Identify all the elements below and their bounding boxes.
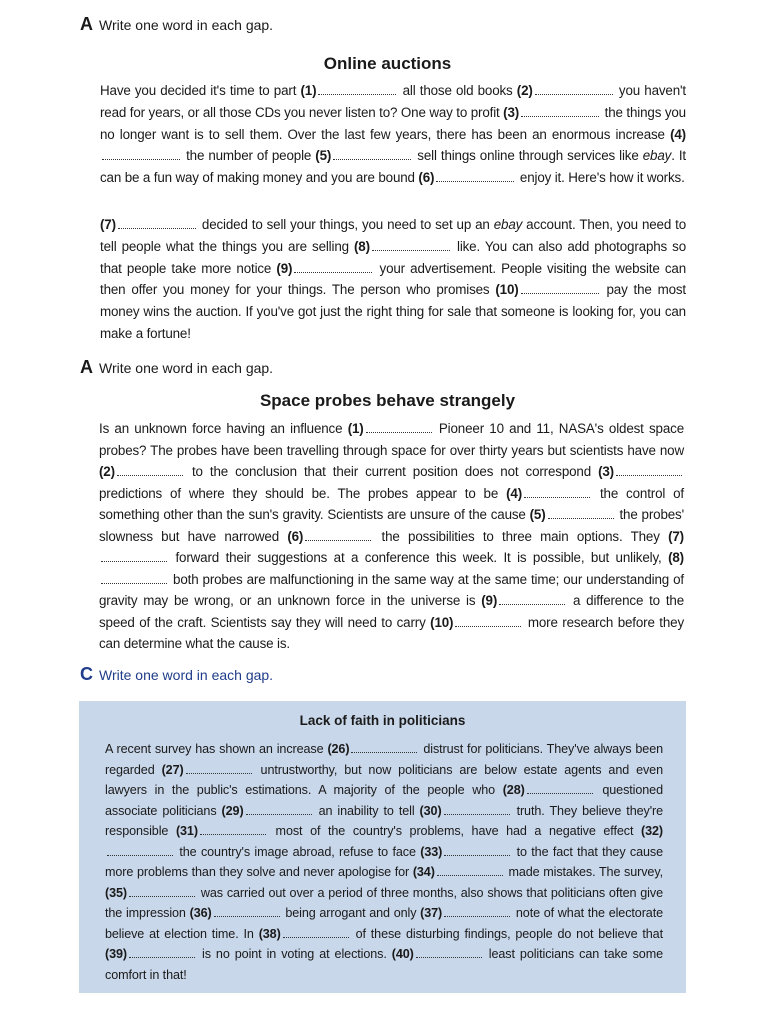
gap-number: (6) xyxy=(287,528,304,544)
answer-gap-2[interactable] xyxy=(535,81,613,95)
answer-gap-8[interactable] xyxy=(101,570,167,584)
text-run: pay the most money wins the auction. If you've got just the right thing for sale that someone is looking for, you can make a fortune! xyxy=(100,282,686,341)
gap-number: (2) xyxy=(99,464,115,479)
gap-number: (9) xyxy=(276,260,293,276)
gap-number: (4) xyxy=(670,126,686,142)
text-run: note of what the electorate believe at election time. In xyxy=(105,906,663,941)
answer-gap-34[interactable] xyxy=(437,862,503,876)
answer-gap-32[interactable] xyxy=(107,842,173,856)
answer-gap-40[interactable] xyxy=(416,944,482,958)
gap-number: (33) xyxy=(420,844,443,859)
gap-number: (1) xyxy=(347,421,364,436)
gap-number: (26) xyxy=(327,742,350,756)
answer-gap-1[interactable] xyxy=(318,81,396,95)
text-run: decided to sell your things, you need to set up an xyxy=(197,217,494,232)
gap-number: (1) xyxy=(300,83,317,98)
gap-number: (5) xyxy=(315,148,332,164)
gap-number: (3) xyxy=(503,104,520,120)
text-run: was carried out over a period of three months, also shows that politicians often give the impression xyxy=(105,885,663,920)
answer-gap-9[interactable] xyxy=(294,259,372,273)
text-run: you haven't read for years, or all those CDs you never listen to? One way to profit xyxy=(100,83,686,120)
gap-number: (7) xyxy=(668,528,684,544)
text-run: the control of something other than the sun's gravity. Scientists are unsure of the cause xyxy=(99,485,684,522)
gap-number: (38) xyxy=(258,926,281,941)
gap-number: (8) xyxy=(354,238,370,254)
text-run: forward their suggestions at a conference this week. It is possible, but unlikely, xyxy=(169,550,669,565)
answer-gap-5[interactable] xyxy=(548,505,614,519)
gap-number: (30) xyxy=(419,803,442,818)
answer-gap-2[interactable] xyxy=(117,462,183,476)
text-run: questioned associate politicians xyxy=(105,783,663,818)
section-instruction: Write one word in each gap. xyxy=(99,17,274,33)
gap-number: (10) xyxy=(495,282,519,298)
text-run: made mistakes. The survey, xyxy=(504,865,663,879)
gap-number: (40) xyxy=(391,947,414,961)
answer-gap-5[interactable] xyxy=(333,146,411,160)
text-run: untrustworthy, but now politicians are below estate agents and even lawyers in the public's estimations. A majority of the people who xyxy=(105,762,663,797)
gap-number: (6) xyxy=(418,170,435,186)
text-run: a difference to the speed of the craft. Scientists say they will need to carry xyxy=(99,593,684,630)
gap-number: (10) xyxy=(430,614,454,630)
text-run: A recent survey has shown an increase xyxy=(105,742,328,756)
section-letter: C xyxy=(80,664,93,684)
text-run: an inability to tell xyxy=(313,803,420,818)
text-run: both probes are malfunctioning in the same way at the same time; our understanding of gravity may be wrong, or an unknown force in the universe is xyxy=(99,571,684,608)
text-run: Have you decided it's time to part xyxy=(100,83,301,98)
answer-gap-9[interactable] xyxy=(499,591,565,605)
gap-number: (36) xyxy=(189,906,212,920)
answer-gap-28[interactable] xyxy=(527,780,593,794)
gap-number: (39) xyxy=(105,947,127,961)
section-instruction: Write one word in each gap. xyxy=(99,360,274,376)
text-run: is no point in voting at elections. xyxy=(197,947,392,961)
answer-gap-3[interactable] xyxy=(521,103,599,117)
text-run: . It can be a fun way of making money and you are bound xyxy=(100,148,686,186)
answer-gap-27[interactable] xyxy=(186,760,252,774)
answer-gap-33[interactable] xyxy=(444,842,510,856)
gap-number: (32) xyxy=(640,824,663,838)
text-run: most of the country's problems, have had a negative effect xyxy=(267,824,641,838)
gap-number: (5) xyxy=(529,507,546,522)
gap-number: (35) xyxy=(105,885,127,900)
text-run: to the conclusion that their current position does not correspond xyxy=(184,464,599,479)
gap-number: (34) xyxy=(412,865,435,879)
gap-number: (7) xyxy=(100,217,116,232)
text-run: the number of people xyxy=(182,148,316,164)
text-run: more research before they can determine what the cause is. xyxy=(99,614,684,651)
text-run: the possibilities to three main options. They xyxy=(373,528,669,544)
text-run: sell things online through services like xyxy=(413,148,643,164)
text-run: account. Then, you need to tell people what the things you are selling xyxy=(100,217,686,254)
text-run: to the fact that they cause more problems than they solve and never apologise for xyxy=(105,844,664,879)
text-run: of these disturbing findings, people do not believe that xyxy=(350,926,663,941)
gap-number: (37) xyxy=(420,906,443,920)
section-c-header xyxy=(80,664,273,685)
gap-number: (8) xyxy=(668,550,684,565)
answer-gap-38[interactable] xyxy=(283,924,349,938)
answer-gap-31[interactable] xyxy=(200,821,266,835)
answer-gap-7[interactable] xyxy=(118,215,196,229)
gap-number: (9) xyxy=(481,593,498,608)
politicians-text-box xyxy=(79,701,686,993)
answer-gap-3[interactable] xyxy=(616,462,682,476)
text-run: Pioneer 10 and 11, NASA's oldest space probes? The probes have been travelling through space for over thirty years but scientists have now xyxy=(99,421,684,458)
article-title-online-auctions: Online auctions xyxy=(323,54,452,73)
answer-gap-36[interactable] xyxy=(214,903,280,917)
text-run: being arrogant and only xyxy=(281,906,421,920)
text-run: all those old books xyxy=(398,83,517,98)
section-a2-header xyxy=(80,357,273,378)
text-run: enjoy it. Here's how it works. xyxy=(516,170,685,186)
space-probes-paragraph xyxy=(99,418,684,655)
answer-gap-10[interactable] xyxy=(455,613,521,627)
answer-gap-10[interactable] xyxy=(521,280,599,294)
answer-gap-30[interactable] xyxy=(444,801,510,815)
text-run: least politicians can take some comfort in that! xyxy=(105,947,663,982)
gap-number: (2) xyxy=(516,83,533,98)
gap-number: (29) xyxy=(221,803,244,818)
online-auctions-paragraph-1 xyxy=(100,80,686,189)
section-letter: A xyxy=(80,14,93,34)
section-a1-header xyxy=(80,14,273,35)
gap-number: (3) xyxy=(598,464,614,479)
ebay-term: ebay xyxy=(493,217,523,232)
answer-gap-35[interactable] xyxy=(129,883,195,897)
answer-gap-39[interactable] xyxy=(129,944,195,958)
answer-gap-1[interactable] xyxy=(366,419,432,433)
text-run: Is an unknown force having an influence xyxy=(99,421,348,436)
text-run: truth. They believe they're responsible xyxy=(105,803,663,838)
answer-gap-6[interactable] xyxy=(305,527,371,541)
answer-gap-26[interactable] xyxy=(351,739,417,753)
gap-number: (28) xyxy=(502,783,525,797)
text-run: your advertisement. People visiting the website can then offer you money for your things. The person who promises xyxy=(100,260,686,298)
text-run: the things you no longer want is to sell them. Over the last few years, there has been an enormous increase xyxy=(100,104,686,142)
answer-gap-4[interactable] xyxy=(524,484,590,498)
text-run: the country's image abroad, refuse to face xyxy=(175,844,421,859)
text-run: distrust for politicians. They've always been regarded xyxy=(105,742,664,777)
answer-gap-37[interactable] xyxy=(444,903,510,917)
article-title-politicians: Lack of faith in politicians xyxy=(299,713,466,728)
article-title-space-probes: Space probes behave strangely xyxy=(259,391,516,410)
section-letter: A xyxy=(80,357,93,377)
gap-number: (4) xyxy=(506,485,523,501)
answer-gap-4[interactable] xyxy=(102,146,180,160)
text-run: the probes' slowness but have narrowed xyxy=(99,507,684,544)
section-instruction: Write one word in each gap. xyxy=(99,667,274,683)
answer-gap-7[interactable] xyxy=(101,548,167,562)
gap-number: (31) xyxy=(175,824,198,838)
gap-number: (27) xyxy=(161,762,184,777)
text-run: like. You can also add photographs so that people take more notice xyxy=(100,238,686,276)
answer-gap-8[interactable] xyxy=(372,237,450,251)
politicians-paragraph xyxy=(105,739,663,985)
answer-gap-29[interactable] xyxy=(246,801,312,815)
ebay-term: ebay xyxy=(642,148,672,164)
answer-gap-6[interactable] xyxy=(436,168,514,182)
online-auctions-paragraph-2 xyxy=(100,214,686,345)
text-run: predictions of where they should be. The probes appear to be xyxy=(99,485,507,501)
